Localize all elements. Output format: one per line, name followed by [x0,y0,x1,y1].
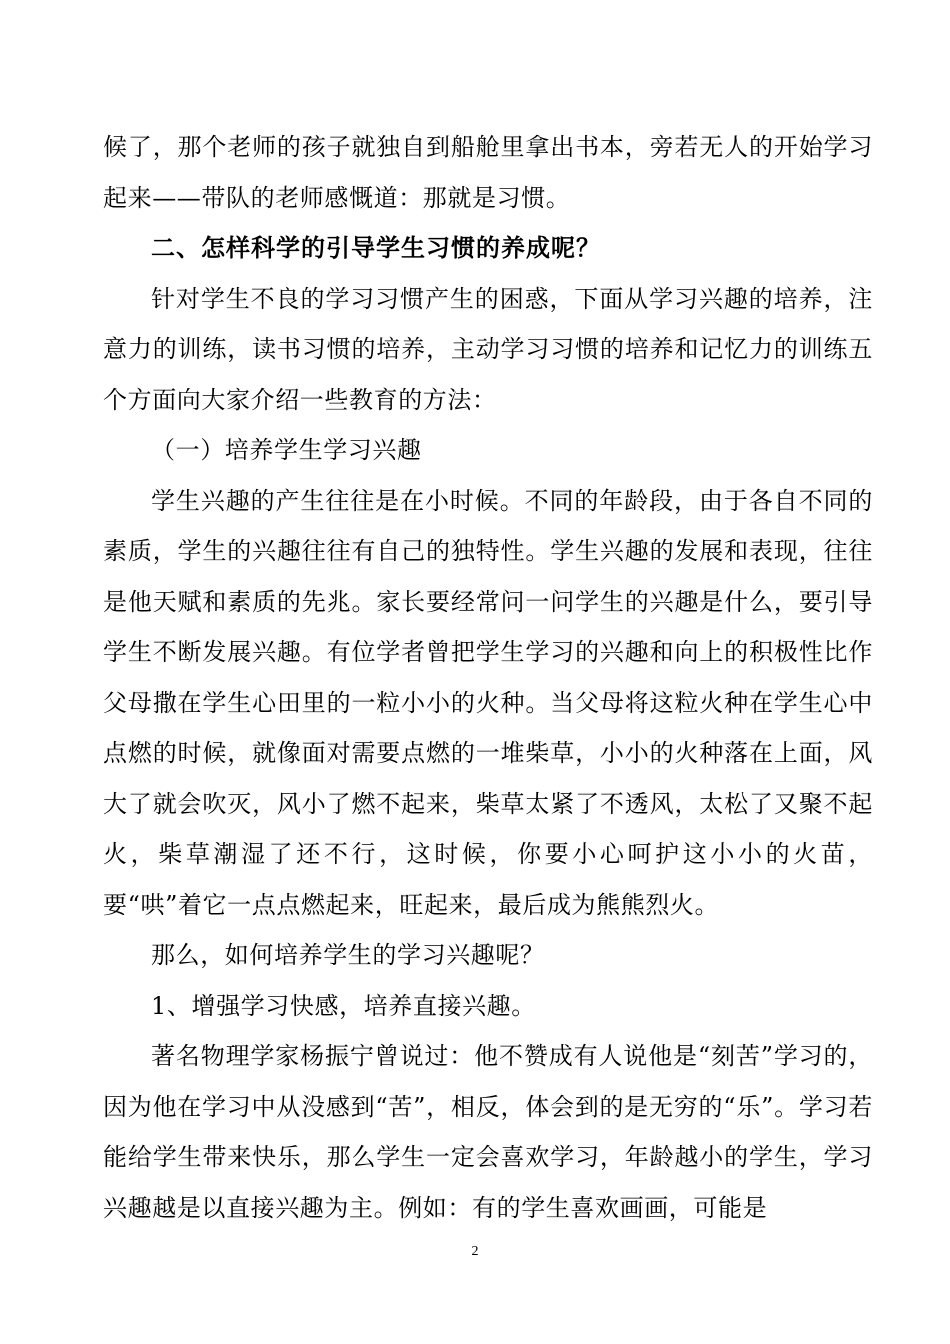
subsection-heading: （一）培养学生学习兴趣 [151,436,422,464]
page-number: 2 [471,1244,479,1259]
paragraph-point-1: 1、增强学习快感，培养直接兴趣。 [151,991,536,1020]
section-heading: 二、怎样科学的引导学生习惯的养成呢？ [151,234,601,262]
paragraph-intro: 针对学生不良的学习习惯产生的困惑，下面从学习兴趣的培养，注意力的训练，读书习惯的培养，主动学习习惯的培养和记忆力的训练五个方面向大家介绍一些教育的方法： [103,284,873,414]
paragraph-interest: 学生兴趣的产生往往是在小时候。不同的年龄段，由于各自不同的素质，学生的兴趣往往有自己的独特性。学生兴趣的发展和表现，往往是他天赋和素质的先兆。家长要经常问一问学生的兴趣是什么，要引导学生不断发展兴趣。有位学者曾把学生学习的兴趣和向上的积极性比作父母撒在学生心田里的一粒小小的火种。当父母将这粒火种在学生心中点燃的时候，就像面对需要点燃的一堆柴草，小小的火种落在上面，风大了就会吹灭，风小了燃不起来，柴草太紧了不透风，太松了又聚不起火，柴草潮湿了还不行，这时候，你要小心呵护这小小的火苗，要“哄”着它一点点燃起来，旺起来，最后成为熊熊烈火。 [103,486,873,919]
document-body [103,122,873,1233]
paragraph-example: 著名物理学家杨振宁曾说过：他不赞成有人说他是“刻苦”学习的，因为他在学习中从没感到“苦”，相反，体会到的是无穷的“乐”。学习若能给学生带来快乐，那么学生一定会喜欢学习，年龄越小的学生，学习兴趣越是以直接兴趣为主。例如：有的学生喜欢画画，可能是 [103,1042,873,1222]
paragraph-continuation: 候了，那个老师的孩子就独自到船舱里拿出书本，旁若无人的开始学习起来——带队的老师感慨道：那就是习惯。 [103,133,873,212]
paragraph-question: 那么，如何培养学生的学习兴趣呢？ [151,941,545,969]
